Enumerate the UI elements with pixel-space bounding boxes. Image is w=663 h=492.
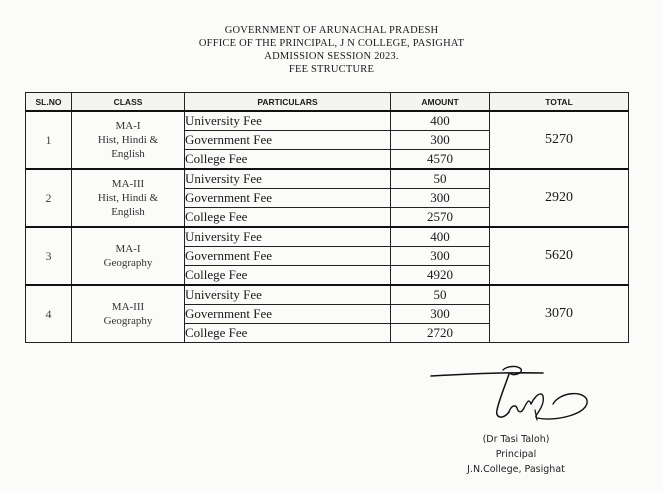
particular-cell: College Fee	[185, 266, 391, 286]
signatory-institution: J.N.College, Pasighat	[467, 464, 565, 475]
particular-cell: Government Fee	[185, 247, 391, 266]
serial-number-cell: 2	[26, 169, 72, 227]
table-row	[26, 169, 629, 189]
class-name: MA-III	[111, 301, 145, 313]
header-line-title: FEE STRUCTURE	[288, 64, 375, 75]
total-cell: 3070	[490, 285, 629, 343]
table-header-row	[26, 93, 629, 112]
column-header-total: TOTAL	[490, 93, 629, 112]
header-line-session: ADMISSION SESSION 2023.	[264, 51, 399, 62]
particular-cell: College Fee	[185, 324, 391, 343]
table-row	[26, 227, 629, 247]
class-name: MA-III	[111, 178, 145, 190]
amount-cell: 400	[391, 227, 490, 247]
amount-cell: 4570	[391, 150, 490, 170]
column-header-particulars: PARTICULARS	[185, 93, 391, 112]
header-line-government: GOVERNMENT OF ARUNACHAL PRADESH	[224, 25, 439, 36]
column-header-amount: AMOUNT	[391, 93, 490, 112]
particular-cell: Government Fee	[185, 305, 391, 324]
serial-number-cell: 1	[26, 111, 72, 169]
header-line-office: OFFICE OF THE PRINCIPAL, J N COLLEGE, PASIGHAT	[198, 38, 465, 49]
signatory-block	[436, 432, 596, 477]
signatory-name: (Dr Tasi Taloh)	[482, 434, 550, 445]
signatory-designation: Principal	[495, 449, 537, 460]
class-subjects-cont: English	[111, 148, 145, 160]
total-cell: 5270	[490, 111, 629, 169]
class-cell	[72, 227, 185, 285]
handwritten-signature	[425, 362, 605, 432]
class-cell	[72, 111, 185, 169]
amount-cell: 50	[391, 285, 490, 305]
column-header-class: CLASS	[72, 93, 185, 112]
amount-cell: 4920	[391, 266, 490, 286]
particular-cell: College Fee	[185, 208, 391, 228]
particular-cell: Government Fee	[185, 131, 391, 150]
class-subjects: Hist, Hindi &	[97, 134, 159, 146]
particular-cell: Government Fee	[185, 189, 391, 208]
particular-cell: College Fee	[185, 150, 391, 170]
particular-cell: University Fee	[185, 111, 391, 131]
amount-cell: 300	[391, 247, 490, 266]
class-name: MA-I	[115, 120, 141, 132]
amount-cell: 300	[391, 131, 490, 150]
serial-number-cell: 4	[26, 285, 72, 343]
class-cell	[72, 169, 185, 227]
amount-cell: 2720	[391, 324, 490, 343]
total-cell: 5620	[490, 227, 629, 285]
particular-cell: University Fee	[185, 285, 391, 305]
table-row	[26, 111, 629, 131]
class-subjects: Geography	[103, 315, 153, 327]
total-cell: 2920	[490, 169, 629, 227]
table-row	[26, 285, 629, 305]
amount-cell: 300	[391, 189, 490, 208]
class-cell	[72, 285, 185, 343]
amount-cell: 2570	[391, 208, 490, 228]
serial-number-cell: 3	[26, 227, 72, 285]
amount-cell: 400	[391, 111, 490, 131]
class-name: MA-I	[115, 243, 141, 255]
amount-cell: 300	[391, 305, 490, 324]
class-subjects-cont: English	[111, 206, 145, 218]
class-subjects: Geography	[103, 257, 153, 269]
particular-cell: University Fee	[185, 169, 391, 189]
particular-cell: University Fee	[185, 227, 391, 247]
amount-cell: 50	[391, 169, 490, 189]
class-subjects: Hist, Hindi &	[97, 192, 159, 204]
fee-structure-table	[25, 92, 629, 343]
column-header-slno: SL.NO	[26, 93, 72, 112]
document-header	[0, 24, 663, 76]
